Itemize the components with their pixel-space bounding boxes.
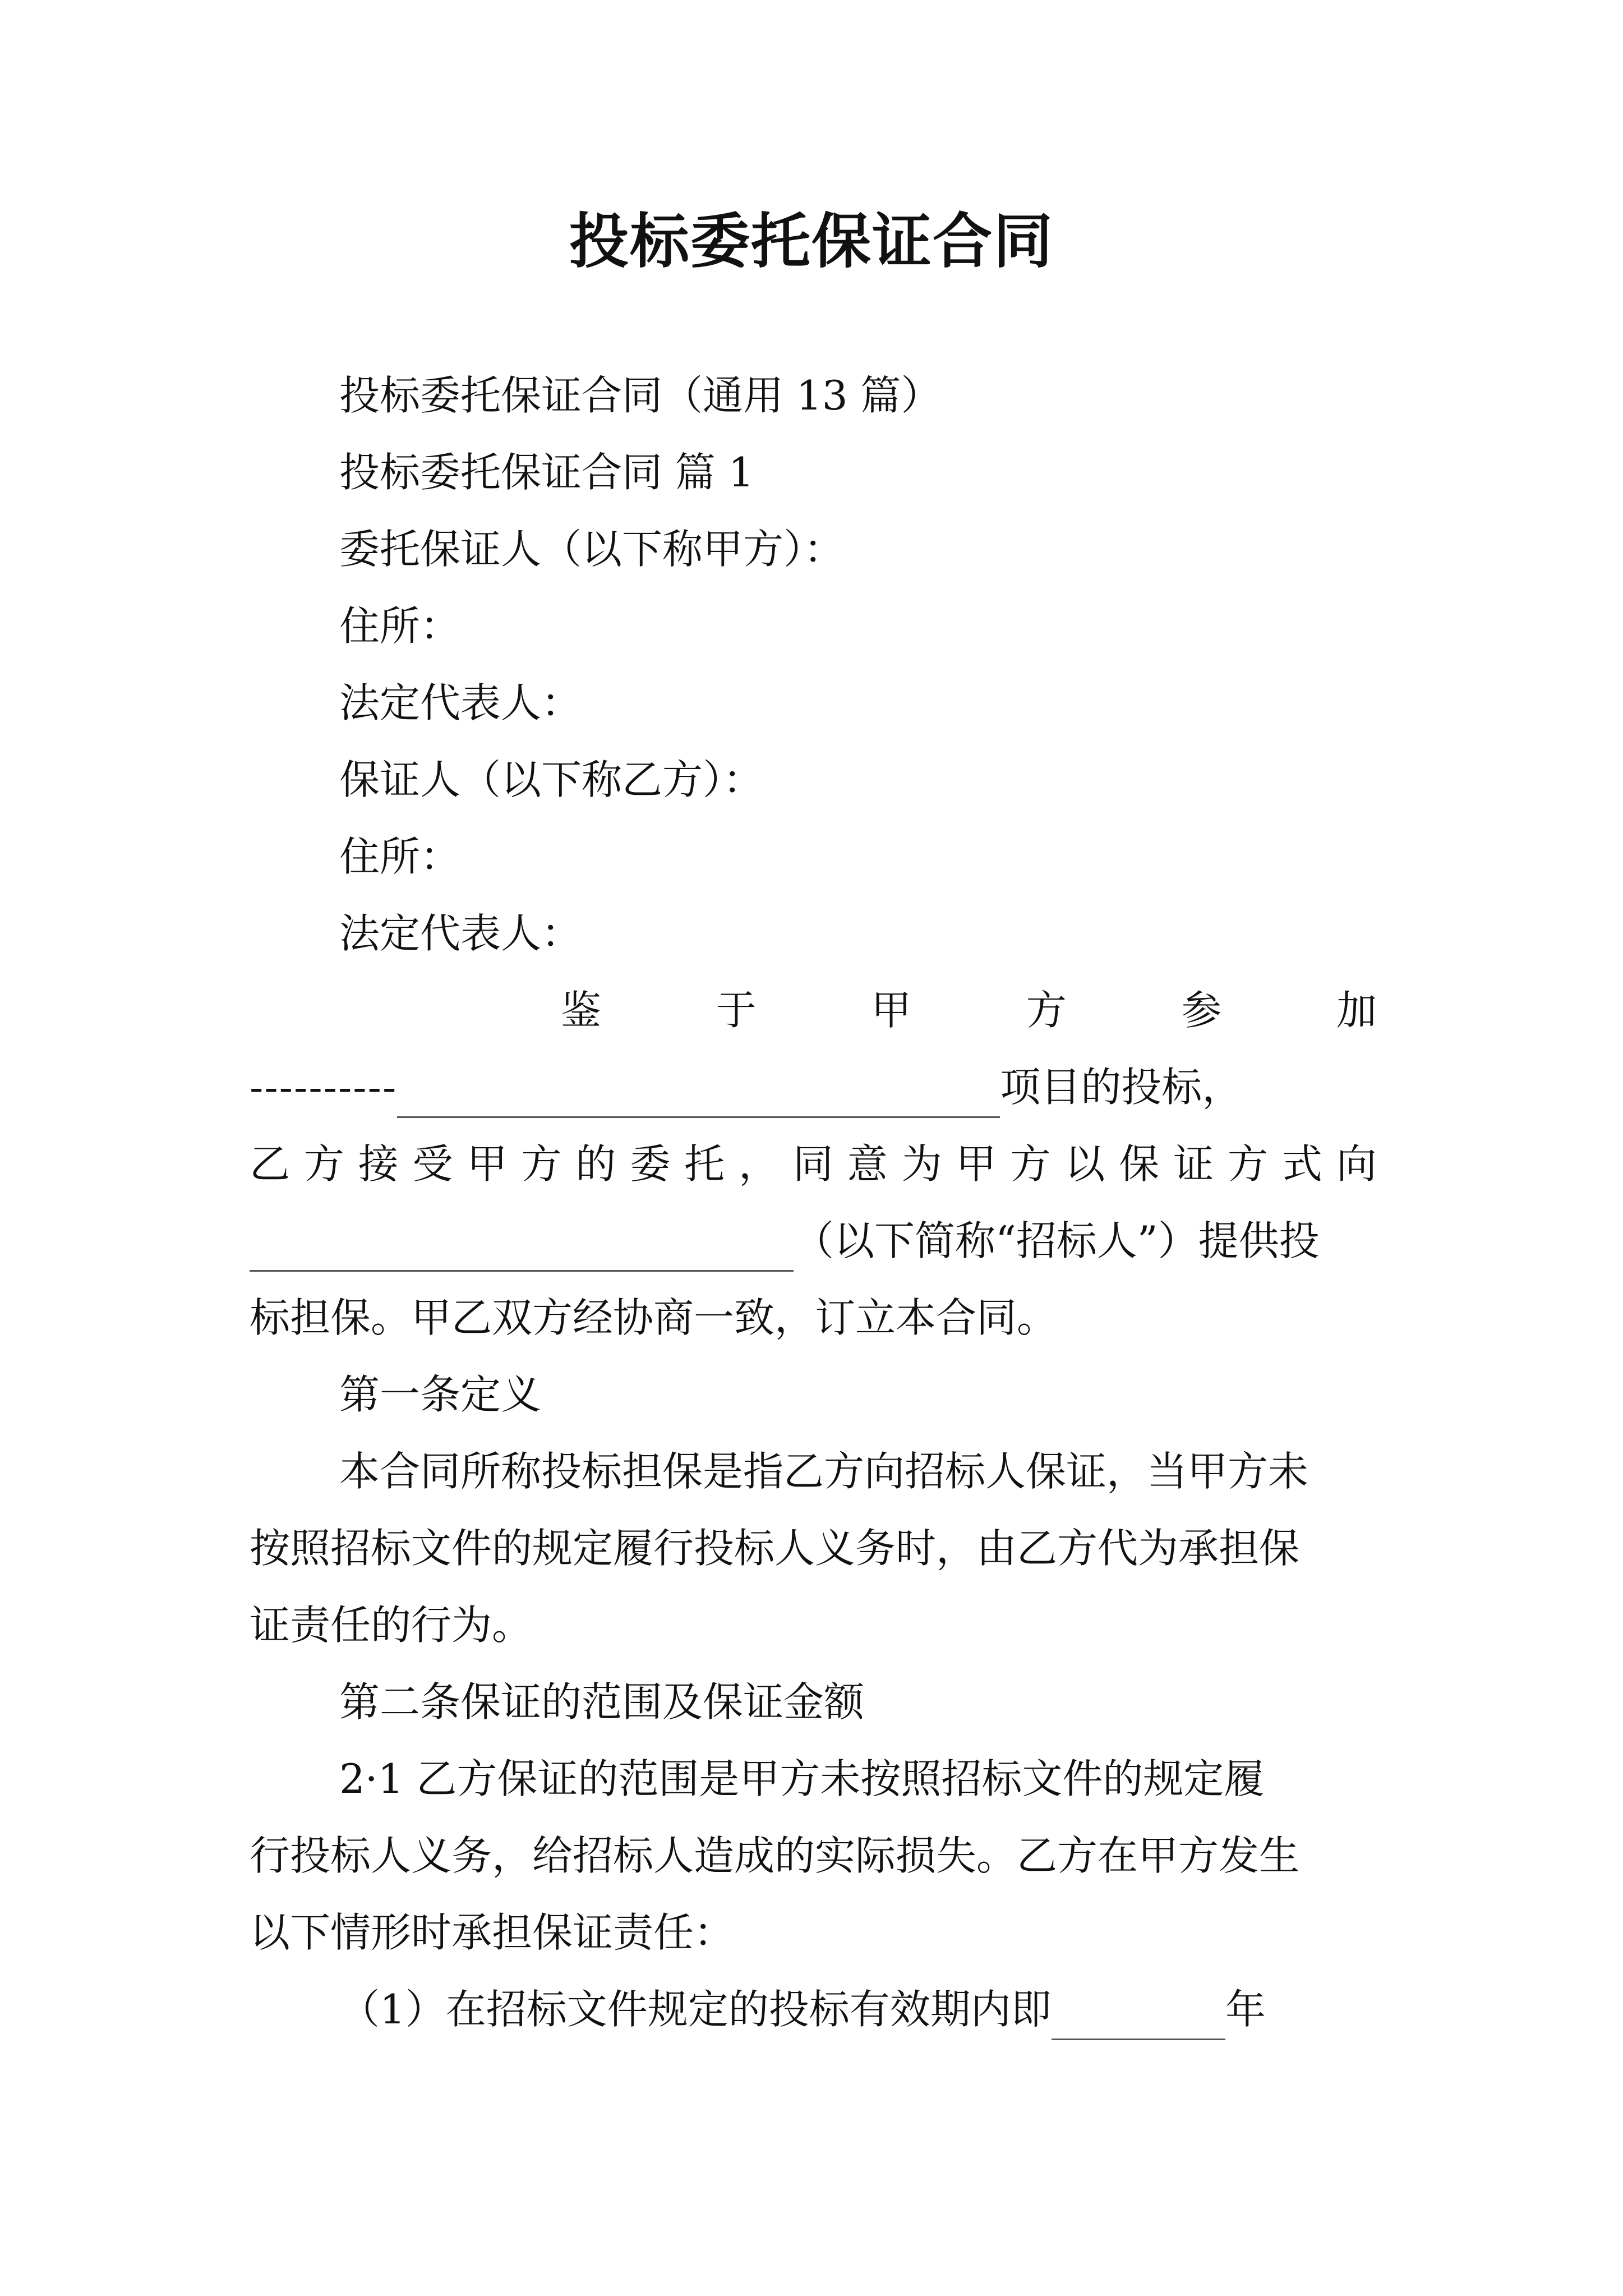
consent-char: 证 xyxy=(1173,1140,1214,1188)
consent-char: 的 xyxy=(575,1140,616,1188)
consent-line xyxy=(250,1133,1377,1195)
project-suffix: 项目的投标， xyxy=(1000,1064,1243,1111)
year-blank xyxy=(1052,1999,1225,2040)
tenderer-blank xyxy=(250,1231,794,1272)
consent-char: 向 xyxy=(1336,1140,1377,1188)
consent-char: 以 xyxy=(1064,1140,1105,1188)
address-b: 住所： xyxy=(339,833,461,880)
item-1-suffix: 年 xyxy=(1225,1986,1266,2033)
whereas-char: 于 xyxy=(716,987,757,1034)
article-2-title: 第二条保证的范围及保证金额 xyxy=(339,1678,865,1726)
project-blank xyxy=(397,1077,1000,1118)
project-line xyxy=(250,1056,1242,1118)
consent-char: 甲 xyxy=(956,1140,997,1188)
whereas-char: 鉴 xyxy=(561,987,602,1034)
whereas-line xyxy=(561,979,1377,1041)
article-1-text: 按照招标文件的规定履行投标人义务时，由乙方代为承担保 xyxy=(250,1525,1300,1572)
consent-char: 方 xyxy=(521,1140,562,1188)
consent-char: 方 xyxy=(1010,1140,1051,1188)
document-title: 投标委托保证合同 xyxy=(569,206,1054,276)
article-2-text: 行投标人义务，给招标人造成的实际损失。乙方在甲方发生 xyxy=(250,1832,1300,1879)
consent-char: 接 xyxy=(358,1140,399,1188)
consent-char: 同 xyxy=(792,1140,833,1188)
consent-char: 甲 xyxy=(467,1140,508,1188)
article-2-text: 2·1 乙方保证的范围是甲方未按照招标文件的规定履 xyxy=(339,1755,1265,1802)
address-a: 住所： xyxy=(339,602,461,650)
consent-char: 方 xyxy=(303,1140,344,1188)
consent-char: 方 xyxy=(1228,1140,1269,1188)
item-1-prefix: （1）在招标文件规定的投标有效期内即 xyxy=(339,1986,1052,2033)
whereas-char: 方 xyxy=(1026,987,1067,1034)
tenderer-line xyxy=(250,1210,1320,1272)
consent-char: 式 xyxy=(1281,1140,1322,1188)
consent-char: 乙 xyxy=(250,1140,291,1188)
item-1-line xyxy=(339,1978,1266,2040)
consent-char: 保 xyxy=(1119,1140,1160,1188)
article-1-title: 第一条定义 xyxy=(339,1371,542,1418)
consent-char: 为 xyxy=(901,1140,942,1188)
party-b-label: 保证人（以下称乙方）： xyxy=(339,756,764,803)
consent-char: 委 xyxy=(630,1140,671,1188)
consent-char: 意 xyxy=(847,1140,888,1188)
whereas-char: 甲 xyxy=(871,987,912,1034)
agreement-line: 标担保。甲乙双方经协商一致，订立本合同。 xyxy=(250,1294,1058,1341)
consent-char: ， xyxy=(739,1140,780,1188)
whereas-char: 参 xyxy=(1181,987,1222,1034)
project-dashes: ---------- xyxy=(250,1064,398,1111)
party-a-label: 委托保证人（以下称甲方）： xyxy=(339,526,845,573)
consent-char: 托 xyxy=(684,1140,725,1188)
representative-b: 法定代表人： xyxy=(339,910,582,957)
whereas-char: 加 xyxy=(1336,987,1377,1034)
article-2-text: 以下情形时承担保证责任： xyxy=(250,1909,735,1956)
consent-char: 受 xyxy=(412,1140,453,1188)
representative-a: 法定代表人： xyxy=(339,679,582,726)
subtitle: 投标委托保证合同（通用 13 篇） xyxy=(339,372,942,419)
section-heading: 投标委托保证合同 篇 1 xyxy=(339,449,754,496)
article-1-text: 证责任的行为。 xyxy=(250,1602,533,1649)
tenderer-suffix: （以下简称“招标人”）提供投 xyxy=(794,1217,1320,1264)
article-1-text: 本合同所称投标担保是指乙方向招标人保证，当甲方未 xyxy=(339,1448,1309,1495)
